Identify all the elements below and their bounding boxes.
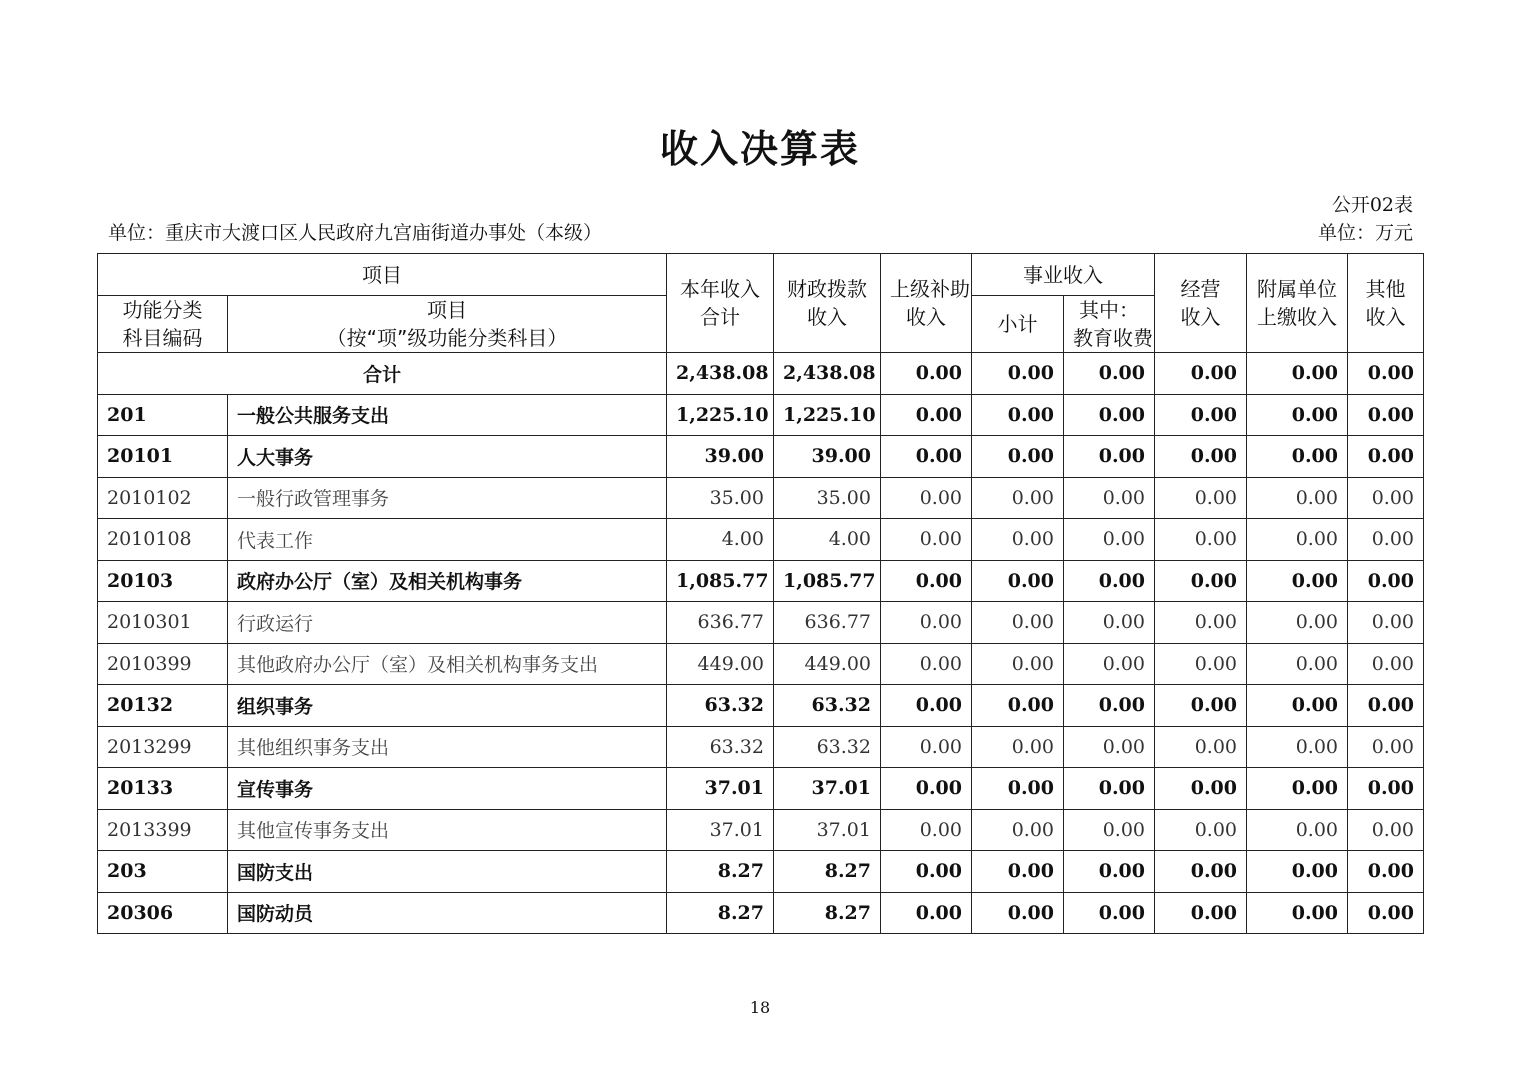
table-row (98, 685, 1424, 727)
row-value: 0.00 (1064, 685, 1155, 727)
row-value: 0.00 (1064, 477, 1155, 519)
row-value: 0.00 (1348, 477, 1424, 519)
table-row (98, 809, 1424, 851)
row-value: 0.00 (1064, 643, 1155, 685)
header-operating: 经营 收入 (1155, 254, 1247, 353)
row-value: 0.00 (1064, 394, 1155, 436)
row-value: 8.27 (774, 892, 881, 934)
table-row (98, 519, 1424, 561)
row-value: 0.00 (1348, 685, 1424, 727)
row-value: 0.00 (1348, 602, 1424, 644)
row-value: 0.00 (1155, 892, 1247, 934)
row-code: 203 (98, 851, 228, 893)
row-value: 0.00 (972, 394, 1064, 436)
row-value: 0.00 (881, 394, 972, 436)
header-subtotal: 小计 (972, 296, 1064, 353)
row-code: 2010108 (98, 519, 228, 561)
row-value: 1,085.77 (667, 560, 774, 602)
row-code: 20306 (98, 892, 228, 934)
row-value: 37.01 (667, 809, 774, 851)
row-value: 0.00 (1064, 768, 1155, 810)
row-code: 2010399 (98, 643, 228, 685)
header-project: 项目 (98, 254, 667, 296)
row-value: 35.00 (774, 477, 881, 519)
row-value: 0.00 (1155, 602, 1247, 644)
table-row (98, 643, 1424, 685)
row-value: 0.00 (1348, 768, 1424, 810)
row-value: 0.00 (972, 851, 1064, 893)
row-value: 63.32 (667, 685, 774, 727)
row-value: 63.32 (667, 726, 774, 768)
income-table (97, 253, 1424, 934)
row-value: 1,225.10 (774, 394, 881, 436)
row-value: 8.27 (667, 892, 774, 934)
row-name: 其他组织事务支出 (228, 726, 667, 768)
row-name: 行政运行 (228, 602, 667, 644)
row-value: 0.00 (881, 726, 972, 768)
total-value: 0.00 (1155, 353, 1247, 395)
table-row (98, 477, 1424, 519)
page-title: 收入决算表 (659, 127, 860, 171)
row-code: 201 (98, 394, 228, 436)
row-value: 0.00 (1064, 809, 1155, 851)
row-value: 0.00 (1155, 685, 1247, 727)
row-value: 0.00 (881, 436, 972, 478)
row-value: 63.32 (774, 685, 881, 727)
row-value: 0.00 (1247, 560, 1348, 602)
header-business: 事业收入 (972, 254, 1155, 296)
row-value: 0.00 (881, 685, 972, 727)
row-value: 0.00 (1155, 519, 1247, 561)
header-education-fee: 其中： 教育收费 (1064, 296, 1155, 353)
row-value: 0.00 (1064, 519, 1155, 561)
total-value: 0.00 (881, 353, 972, 395)
row-value: 0.00 (1155, 477, 1247, 519)
row-value: 37.01 (774, 768, 881, 810)
row-name: 一般行政管理事务 (228, 477, 667, 519)
row-value: 0.00 (881, 560, 972, 602)
table-header (98, 254, 1424, 353)
row-value: 0.00 (972, 809, 1064, 851)
total-value: 0.00 (1247, 353, 1348, 395)
total-value: 0.00 (972, 353, 1064, 395)
total-value: 0.00 (1064, 353, 1155, 395)
row-value: 0.00 (881, 809, 972, 851)
row-value: 0.00 (881, 602, 972, 644)
row-value: 636.77 (667, 602, 774, 644)
unit-currency: 单位：万元 (1317, 222, 1413, 244)
row-value: 1,085.77 (774, 560, 881, 602)
row-code: 20101 (98, 436, 228, 478)
row-value: 8.27 (667, 851, 774, 893)
row-value: 0.00 (1155, 643, 1247, 685)
row-value: 449.00 (774, 643, 881, 685)
row-value: 37.01 (667, 768, 774, 810)
row-code: 20103 (98, 560, 228, 602)
row-value: 8.27 (774, 851, 881, 893)
row-value: 0.00 (972, 726, 1064, 768)
header-total: 本年收入 合计 (667, 254, 774, 353)
header-other: 其他 收入 (1348, 254, 1424, 353)
header-affiliate: 附属单位 上缴收入 (1247, 254, 1348, 353)
table-row (98, 560, 1424, 602)
row-code: 2013399 (98, 809, 228, 851)
row-value: 0.00 (1247, 477, 1348, 519)
row-value: 0.00 (1247, 809, 1348, 851)
row-name: 其他政府办公厅（室）及相关机构事务支出 (228, 643, 667, 685)
row-value: 0.00 (972, 477, 1064, 519)
row-code: 2010301 (98, 602, 228, 644)
row-value: 0.00 (1348, 436, 1424, 478)
row-value: 0.00 (1247, 519, 1348, 561)
table-row (98, 602, 1424, 644)
total-value: 2,438.08 (667, 353, 774, 395)
row-code: 2010102 (98, 477, 228, 519)
total-label: 合计 (98, 353, 667, 395)
header-upper-subsidy: 上级补助 收入 (881, 254, 972, 353)
row-value: 0.00 (1247, 726, 1348, 768)
row-value: 0.00 (972, 602, 1064, 644)
header-fiscal: 财政拨款 收入 (774, 254, 881, 353)
row-code: 20132 (98, 685, 228, 727)
row-name: 代表工作 (228, 519, 667, 561)
row-code: 20133 (98, 768, 228, 810)
table-row (98, 892, 1424, 934)
row-value: 0.00 (1348, 809, 1424, 851)
row-name: 其他宣传事务支出 (228, 809, 667, 851)
row-value: 636.77 (774, 602, 881, 644)
row-value: 39.00 (667, 436, 774, 478)
row-value: 0.00 (1155, 394, 1247, 436)
row-value: 0.00 (1064, 602, 1155, 644)
total-row (98, 353, 1424, 395)
row-value: 0.00 (1348, 851, 1424, 893)
row-value: 0.00 (972, 519, 1064, 561)
total-value: 0.00 (1348, 353, 1424, 395)
row-value: 0.00 (972, 560, 1064, 602)
row-value: 0.00 (1155, 560, 1247, 602)
row-value: 0.00 (1064, 560, 1155, 602)
total-value: 2,438.08 (774, 353, 881, 395)
row-code: 2013299 (98, 726, 228, 768)
row-value: 0.00 (1064, 851, 1155, 893)
row-value: 0.00 (881, 643, 972, 685)
row-value: 0.00 (1155, 768, 1247, 810)
table-row (98, 726, 1424, 768)
row-value: 449.00 (667, 643, 774, 685)
row-value: 35.00 (667, 477, 774, 519)
table-row (98, 436, 1424, 478)
row-value: 0.00 (1348, 560, 1424, 602)
row-value: 0.00 (1247, 602, 1348, 644)
row-value: 0.00 (972, 643, 1064, 685)
row-value: 4.00 (667, 519, 774, 561)
page-number: 18 (749, 998, 771, 1017)
row-value: 0.00 (881, 892, 972, 934)
row-value: 0.00 (1348, 519, 1424, 561)
row-value: 0.00 (972, 685, 1064, 727)
row-name: 人大事务 (228, 436, 667, 478)
header-name: 项目 （按“项”级功能分类科目） (228, 296, 667, 353)
row-value: 0.00 (1348, 726, 1424, 768)
row-name: 组织事务 (228, 685, 667, 727)
row-value: 0.00 (881, 851, 972, 893)
row-value: 0.00 (972, 436, 1064, 478)
row-name: 国防动员 (228, 892, 667, 934)
row-value: 0.00 (881, 768, 972, 810)
row-value: 0.00 (972, 768, 1064, 810)
row-value: 0.00 (1247, 643, 1348, 685)
table-row (98, 851, 1424, 893)
row-value: 0.00 (1155, 851, 1247, 893)
row-name: 宣传事务 (228, 768, 667, 810)
header-code: 功能分类 科目编码 (98, 296, 228, 353)
row-value: 0.00 (1247, 685, 1348, 727)
row-value: 0.00 (972, 892, 1064, 934)
row-value: 0.00 (1247, 851, 1348, 893)
row-value: 0.00 (881, 519, 972, 561)
row-value: 0.00 (1247, 436, 1348, 478)
row-name: 国防支出 (228, 851, 667, 893)
row-name: 一般公共服务支出 (228, 394, 667, 436)
row-value: 0.00 (1064, 892, 1155, 934)
row-value: 0.00 (1155, 436, 1247, 478)
unit-organization: 单位：重庆市大渡口区人民政府九宫庙街道办事处（本级） (108, 222, 603, 244)
table-body (98, 353, 1424, 934)
row-value: 0.00 (1155, 726, 1247, 768)
row-value: 39.00 (774, 436, 881, 478)
row-value: 0.00 (1247, 892, 1348, 934)
row-value: 0.00 (881, 477, 972, 519)
row-value: 63.32 (774, 726, 881, 768)
row-value: 0.00 (1348, 643, 1424, 685)
row-value: 0.00 (1348, 892, 1424, 934)
row-value: 0.00 (1247, 394, 1348, 436)
table-row (98, 768, 1424, 810)
row-value: 4.00 (774, 519, 881, 561)
row-value: 0.00 (1247, 768, 1348, 810)
row-value: 0.00 (1155, 809, 1247, 851)
row-value: 0.00 (1064, 436, 1155, 478)
table-row (98, 394, 1424, 436)
row-value: 0.00 (1064, 726, 1155, 768)
row-value: 37.01 (774, 809, 881, 851)
row-value: 0.00 (1348, 394, 1424, 436)
row-name: 政府办公厅（室）及相关机构事务 (228, 560, 667, 602)
form-number: 公开02表 (1331, 194, 1413, 216)
row-value: 1,225.10 (667, 394, 774, 436)
